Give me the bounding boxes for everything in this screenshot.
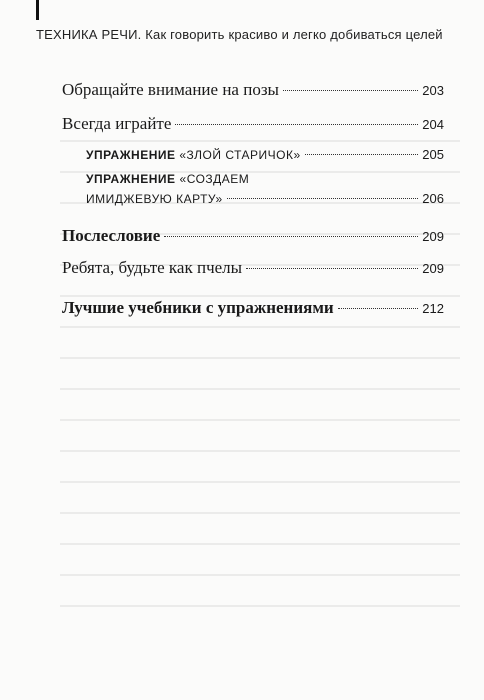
exercise-prefix: УПРАЖНЕНИЕ	[86, 148, 176, 162]
toc-page-number: 209	[422, 261, 444, 276]
toc-entry-title: Послесловие	[62, 226, 161, 245]
toc-page-number: 204	[422, 117, 444, 132]
page-edge-bar	[36, 0, 39, 20]
toc-entry-title: Всегда играйте	[62, 114, 172, 133]
toc-page-number: 209	[422, 229, 444, 244]
toc-entry-title: Обращайте внимание на позы	[62, 80, 279, 99]
dot-leader	[164, 236, 418, 237]
toc-entry-title	[86, 148, 301, 162]
dot-leader	[175, 124, 418, 125]
show-through-texture	[60, 140, 460, 700]
exercise-prefix: УПРАЖНЕНИЕ	[86, 172, 176, 186]
dot-leader	[338, 308, 419, 309]
toc-exercise-entry[interactable]	[86, 147, 444, 162]
dot-leader	[246, 268, 418, 269]
toc-entry[interactable]	[62, 114, 444, 134]
toc-entry-title: Лучшие учебники с упражнениями	[62, 298, 334, 317]
toc-entry[interactable]	[62, 226, 444, 246]
toc-page-number: 203	[422, 83, 444, 98]
dot-leader	[227, 198, 419, 199]
running-head: ТЕХНИКА РЕЧИ. Как говорить красиво и легко добиваться целей	[36, 27, 443, 42]
exercise-name: «ЗЛОЙ СТАРИЧОК»	[179, 148, 301, 162]
toc-entry-title: Ребята, будьте как пчелы	[62, 258, 243, 277]
toc-page-number: 205	[422, 147, 444, 162]
dot-leader	[305, 154, 419, 155]
toc-page-number: 212	[422, 301, 444, 316]
toc-entry[interactable]	[62, 80, 444, 100]
toc-exercise-entry[interactable]	[86, 170, 444, 206]
toc-page-number: 206	[422, 191, 444, 206]
dot-leader	[283, 90, 418, 91]
exercise-name-line2: ИМИДЖЕВУЮ КАРТУ»	[86, 192, 223, 206]
toc-entry[interactable]	[62, 258, 444, 278]
exercise-name-line1: «СОЗДАЕМ	[179, 172, 250, 186]
toc-entry[interactable]	[62, 298, 444, 318]
